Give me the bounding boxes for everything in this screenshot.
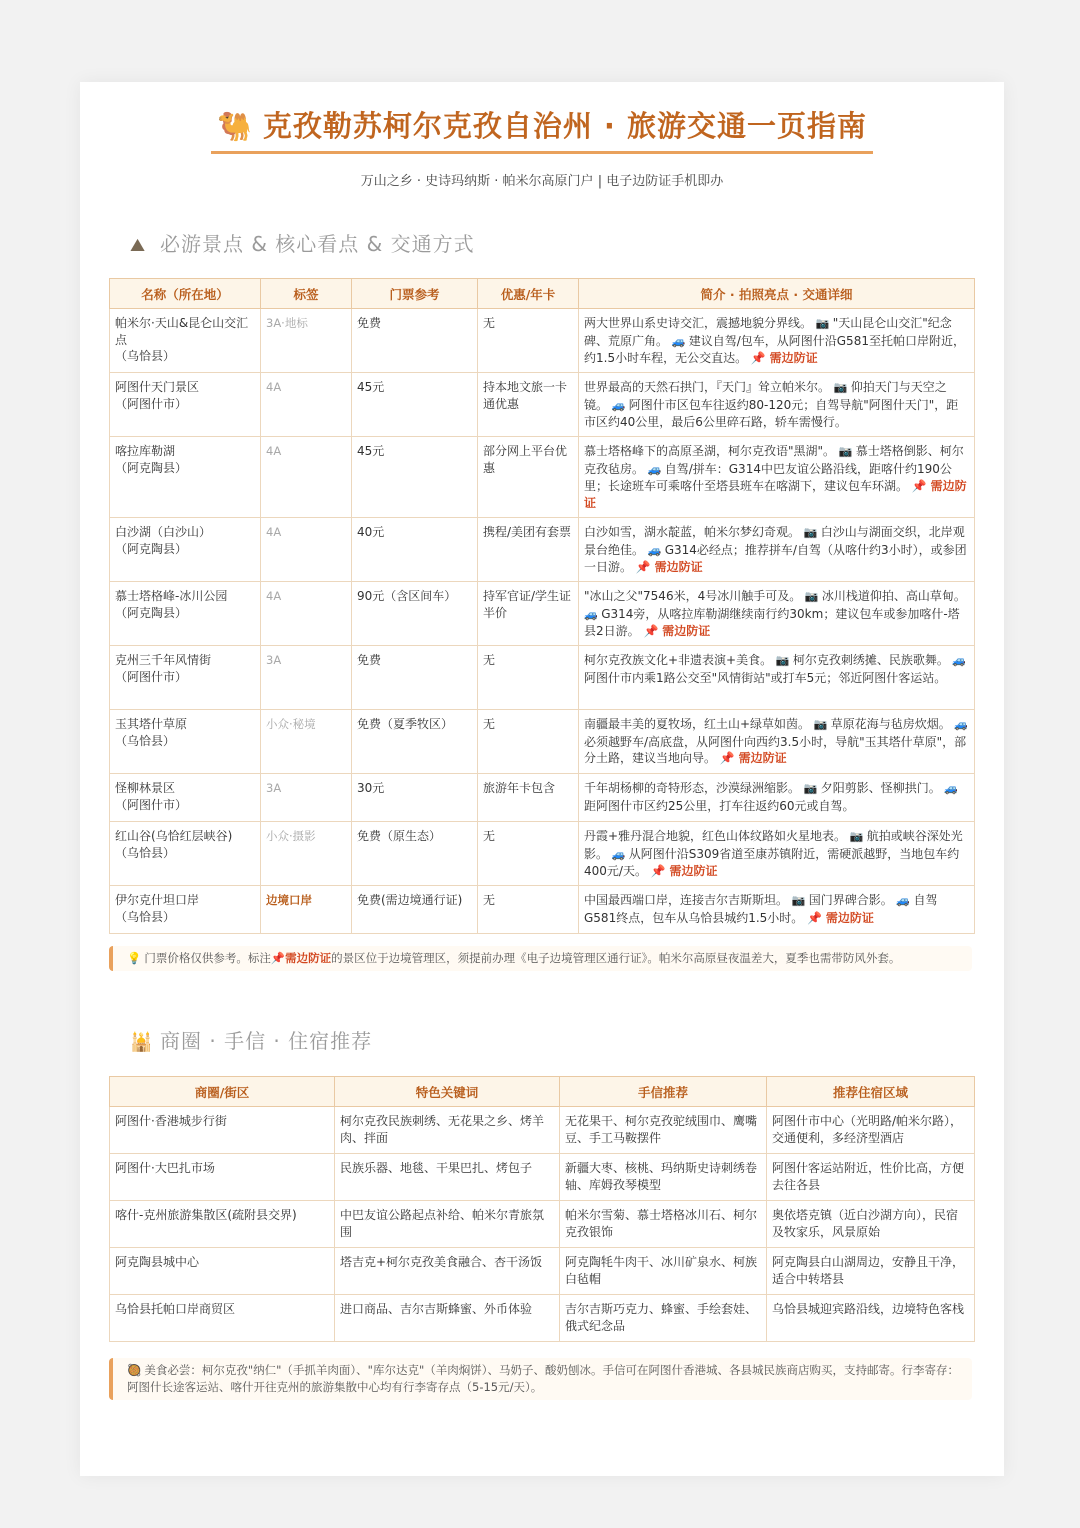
border-permit-label: 需边防证 [769,351,818,365]
attraction-location: （乌恰县） [115,349,176,363]
attraction-name: 白沙湖（白沙山） [115,525,212,539]
camera-icon: 📷 [800,782,821,795]
attraction-name: 怪柳林景区 [115,781,176,795]
attraction-discount: 无 [478,309,579,373]
attraction-name-cell [110,646,261,710]
shop-stay: 阿图什客运站附近，性价比高，方便去往各县 [767,1154,975,1201]
shop-stay: 阿克陶县白山湖周边，安静且干净，适合中转塔县 [767,1248,975,1295]
attraction-location: （阿克陶县） [115,460,188,475]
camera-icon: 📷 [835,445,856,458]
car-icon: 🚙 [608,398,629,412]
shop-gifts: 新疆大枣、核桃、玛纳斯史诗刺绣卷轴、库姆孜琴模型 [560,1154,767,1201]
border-permit-label: 需边防证 [669,864,718,878]
attraction-discount: 无 [478,886,579,934]
shop-stay: 乌恰县城迎宾路沿线，边境特色客栈 [767,1295,975,1342]
attraction-name-cell [110,437,261,518]
car-icon: 🚙 [584,607,602,621]
shop-gifts: 阿克陶牦牛肉干、冰川矿泉水、柯族白毡帽 [560,1248,767,1295]
attraction-detail: 世界最高的天然石拱门，『天门』耸立帕米尔。 📷 仰拍天门与天空之镜。 🚙 阿图什市区包车往返约80-120元；自驾导航"阿图什天门"，距市区约40公里，最后6公里碎石路，轿车需慢行。 [579,373,975,437]
attractions-table [109,278,975,934]
attraction-ticket: 免费 [352,309,478,373]
attraction-name: 阿图什天门景区 [115,380,200,394]
attraction-ticket: 免费（夏季牧区） [352,710,478,774]
attraction-discount: 无 [478,710,579,774]
table-row [110,1154,975,1201]
attraction-detail: 中国最西端口岸，连接吉尔吉斯斯坦。 📷 国门界碑合影。 🚙 自驾G581终点，包车从乌恰县城约1.5小时。 📌 需边防证 [579,886,975,934]
attraction-ticket: 90元（含区间车） [352,582,478,646]
shop-keywords: 柯尔克孜民族刺绣、无花果之乡、烤羊肉、拌面 [335,1107,560,1154]
car-icon: 🚙 [608,847,629,861]
attraction-name: 帕米尔·天山&昆仑山交汇点 [115,316,249,347]
pin-icon: 📌 [803,910,826,925]
attraction-detail: 慕士塔格峰下的高原圣湖，柯尔克孜语"黑湖"。 📷 慕士塔格倒影、柯尔克孜毡房。 🚙 自驾/拼车：G314中巴友谊公路沿线，距喀什约190公里；长途班车可乘喀什至塔县班车在喀湖下，建议包车环湖。 📌 需边防证 [579,437,975,518]
attraction-name-cell [110,710,261,774]
shopping-table [109,1076,975,1342]
attraction-name: 玉其塔什草原 [115,717,188,731]
camera-icon: 📷 [830,381,851,394]
attraction-name-cell [110,822,261,886]
lightbulb-icon: 💡 [127,951,142,965]
attraction-tag: 4A [261,518,352,582]
pin-icon: 📌 [270,951,286,965]
shop-area: 阿克陶县城中心 [110,1248,335,1295]
table-row [110,518,975,582]
table-row [110,437,975,518]
col-header: 门票参考 [352,279,478,309]
shop-gifts: 吉尔吉斯巧克力、蜂蜜、手绘套娃、俄式纪念品 [560,1295,767,1342]
attraction-detail: 两大世界山系史诗交汇，震撼地貌分界线。 📷 "天山昆仑山交汇"纪念碑、荒原广角。 🚙 建议自驾/包车，从阿图什沿G581至托帕口岸附近，约1.5小时车程，无公交直达。 📌 需边防证 [579,309,975,373]
table-row [110,822,975,886]
border-permit-label: 需边防证 [654,560,703,574]
attraction-discount: 持本地文旅一卡通优惠 [478,373,579,437]
attraction-location: （乌恰县） [115,733,176,748]
attraction-detail: 南疆最丰美的夏牧场，红土山+绿草如茵。 📷 草原花海与毡房炊烟。 🚙 必须越野车/高底盘，从阿图什向西约3.5小时，导航"玉其塔什草原"，部分土路，建议当地向导。 📌 需边防证 [579,710,975,774]
attraction-discount: 持军官证/学生证半价 [478,582,579,646]
shop-gifts: 无花果干、柯尔克孜驼绒围巾、鹰嘴豆、手工马鞍摆件 [560,1107,767,1154]
attraction-discount: 携程/美团有套票 [478,518,579,582]
attraction-detail: "冰山之父"7546米，4号冰川触手可及。 📷 冰川栈道仰拍、高山草甸。 🚙 G314旁，从喀拉库勒湖继续南行约30km；建议包车或参加喀什-塔县2日游。 📌 需边防证 [579,582,975,646]
col-header: 推荐住宿区域 [767,1077,975,1107]
attraction-name: 伊尔克什坦口岸 [115,893,200,907]
attraction-detail: 千年胡杨柳的奇特形态，沙漠绿洲缩影。 📷 夕阳剪影、怪柳拱门。 🚙 距阿图什市区约25公里，打车往返约60元或自驾。 [579,774,975,822]
car-icon: 🚙 [940,782,958,795]
car-icon: 🚙 [892,894,914,907]
attraction-name-cell [110,309,261,373]
attraction-name-cell [110,518,261,582]
attraction-discount: 无 [478,822,579,886]
attraction-ticket: 40元 [352,518,478,582]
attraction-location: （阿图什市） [115,797,188,812]
attraction-discount: 部分网上平台优惠 [478,437,579,518]
camera-icon: 📷 [810,718,831,731]
attraction-location: （阿克陶县） [115,605,188,620]
attraction-ticket: 免费（原生态） [352,822,478,886]
attraction-name-cell [110,582,261,646]
attraction-discount: 无 [478,646,579,710]
shopping-note: 🥘 美食必尝：柯尔克孜"纳仁"（手抓羊肉面）、"库尔达克"（羊肉焖饼）、马奶子、酸奶刨冰。手信可在阿图什香港城、各县城民族商店购买，支持邮寄。行李寄存：阿图什长途客运站、喀什开往克州的旅游集散中心均有行李寄存点（5-15元/天）。 [109,1358,972,1400]
car-icon: 🚙 [644,462,665,476]
guide-page [80,82,1004,1476]
table-row [110,1248,975,1295]
table-row [110,1295,975,1342]
attraction-location: （阿克陶县） [115,541,188,556]
title-wrap [80,104,1004,154]
pin-icon: 📌 [747,351,770,365]
attraction-ticket: 45元 [352,373,478,437]
mountain-icon: ⛰ [130,235,147,256]
attraction-name: 喀拉库勒湖 [115,444,176,458]
shop-keywords: 进口商品、吉尔吉斯蜂蜜、外币体验 [335,1295,560,1342]
section-title-attractions: ⛰ 必游景点 & 核心看点 & 交通方式 [130,232,475,256]
col-header: 商圈/街区 [110,1077,335,1107]
col-header: 名称（所在地） [110,279,261,309]
col-header: 特色关键词 [335,1077,560,1107]
shop-area: 阿图什·香港城步行街 [110,1107,335,1154]
border-permit-label: 需边防证 [662,624,711,638]
attraction-tag: 3A [261,646,352,710]
camera-icon: 📷 [788,894,809,907]
attraction-detail: 白沙如雪，湖水靛蓝，帕米尔梦幻奇观。 📷 白沙山与湖面交织，北岸观景台绝佳。 🚙 G314必经点；推荐拼车/自驾（从喀什约3小时），或参团一日游。 📌 需边防证 [579,518,975,582]
camera-icon: 📷 [846,830,867,843]
attraction-name: 克州三千年风情街 [115,653,212,667]
attraction-name: 红山谷(乌恰红层峡谷) [115,829,233,843]
table-row [110,373,975,437]
attraction-location: （乌恰县） [115,909,176,924]
table-row [110,1201,975,1248]
pin-icon: 📌 [646,864,670,878]
shop-area: 喀什-克州旅游集散区(疏附县交界) [110,1201,335,1248]
car-icon: 🚙 [950,718,968,731]
border-permit-label: 需边防证 [738,751,787,765]
car-icon: 🚙 [668,334,689,348]
food-icon: 🥘 [127,1363,142,1377]
attraction-tag: 3A [261,774,352,822]
table-row [110,646,975,710]
col-header: 手信推荐 [560,1077,767,1107]
camera-icon: 📷 [801,590,822,603]
table-row [110,774,975,822]
border-permit-label: 需边防证 [825,910,874,925]
attraction-detail: 丹霞+雅丹混合地貌，红色山体纹路如火星地表。 📷 航拍或峡谷深处光影。 🚙 从阿图什沿S309省道至康苏镇附近，需硬派越野，当地包车约400元/天。 📌 需边防证 [579,822,975,886]
attraction-name-cell [110,373,261,437]
attraction-name-cell [110,886,261,934]
shop-stay: 阿图什市中心（光明路/帕米尔路），交通便利，多经济型酒店 [767,1107,975,1154]
attraction-location: （阿图什市） [115,396,188,411]
attraction-location: （乌恰县） [115,845,176,860]
attraction-tag: 3A·地标 [261,309,352,373]
attraction-name-cell [110,774,261,822]
pin-icon: 📌 [716,751,739,765]
pin-icon: 📌 [639,624,663,638]
table-header-row [110,279,975,309]
market-icon: 🕌 [130,1032,154,1053]
pin-icon: 📌 [632,560,655,574]
attraction-discount: 旅游年卡包含 [478,774,579,822]
table-header-row [110,1077,975,1107]
table-row [110,710,975,774]
attractions-note: 💡 门票价格仅供参考。标注📌需边防证的景区位于边境管理区，须提前办理《电子边境管理区通行证》。帕米尔高原昼夜温差大，夏季也需带防风外套。 [109,946,972,971]
attraction-location: （阿图什市） [115,669,188,684]
page-subtitle: 万山之乡 · 史诗玛纳斯 · 帕米尔高原门户 | 电子边防证手机即办 [360,174,724,189]
table-row [110,886,975,934]
attraction-ticket: 45元 [352,437,478,518]
attraction-name: 慕士塔格峰-冰川公园 [115,589,228,603]
shop-stay: 奥依塔克镇（近白沙湖方向），民宿及牧家乐，风景原始 [767,1201,975,1248]
camera-icon: 📷 [800,526,821,539]
col-header: 标签 [261,279,352,309]
col-header: 优惠/年卡 [478,279,579,309]
camel-icon: 🐫 [216,110,253,143]
table-row [110,1107,975,1154]
col-header: 简介 · 拍照亮点 · 交通详细 [579,279,975,309]
camera-icon: 📷 [812,317,833,330]
table-row [110,582,975,646]
attraction-ticket: 免费 [352,646,478,710]
attraction-tag: 边境口岸 [261,886,352,934]
attraction-tag: 4A [261,582,352,646]
shop-gifts: 帕米尔雪菊、慕士塔格冰川石、柯尔克孜银饰 [560,1201,767,1248]
border-permit-label: 需边防证 [584,479,967,510]
attraction-ticket: 30元 [352,774,478,822]
section-title-shopping: 🕌 商圈 · 手信 · 住宿推荐 [130,1029,373,1053]
attraction-tag: 4A [261,437,352,518]
attraction-tag: 4A [261,373,352,437]
shop-area: 乌恰县托帕口岸商贸区 [110,1295,335,1342]
shop-keywords: 中巴友谊公路起点补给、帕米尔青旅氛围 [335,1201,560,1248]
attraction-detail: 柯尔克孜族文化+非遗表演+美食。 📷 柯尔克孜刺绣摊、民族歌舞。 🚙 阿图什市内乘1路公交至"风情街站"或打车5元；邻近阿图什客运站。 [579,646,975,710]
camera-icon: 📷 [772,654,793,667]
pin-icon: 📌 [908,479,931,493]
attraction-tag: 小众·摄影 [261,822,352,886]
attraction-ticket: 免费(需边境通行证) [352,886,478,934]
shop-keywords: 塔吉克+柯尔克孜美食融合、杏干汤饭 [335,1248,560,1295]
table-row [110,309,975,373]
car-icon: 🚙 [644,543,665,557]
shop-area: 阿图什·大巴扎市场 [110,1154,335,1201]
page-title: 🐫 克孜勒苏柯尔克孜自治州 · 旅游交通一页指南 [211,104,873,154]
car-icon: 🚙 [948,654,967,667]
attraction-tag: 小众·秘境 [261,710,352,774]
shop-keywords: 民族乐器、地毯、干果巴扎、烤包子 [335,1154,560,1201]
